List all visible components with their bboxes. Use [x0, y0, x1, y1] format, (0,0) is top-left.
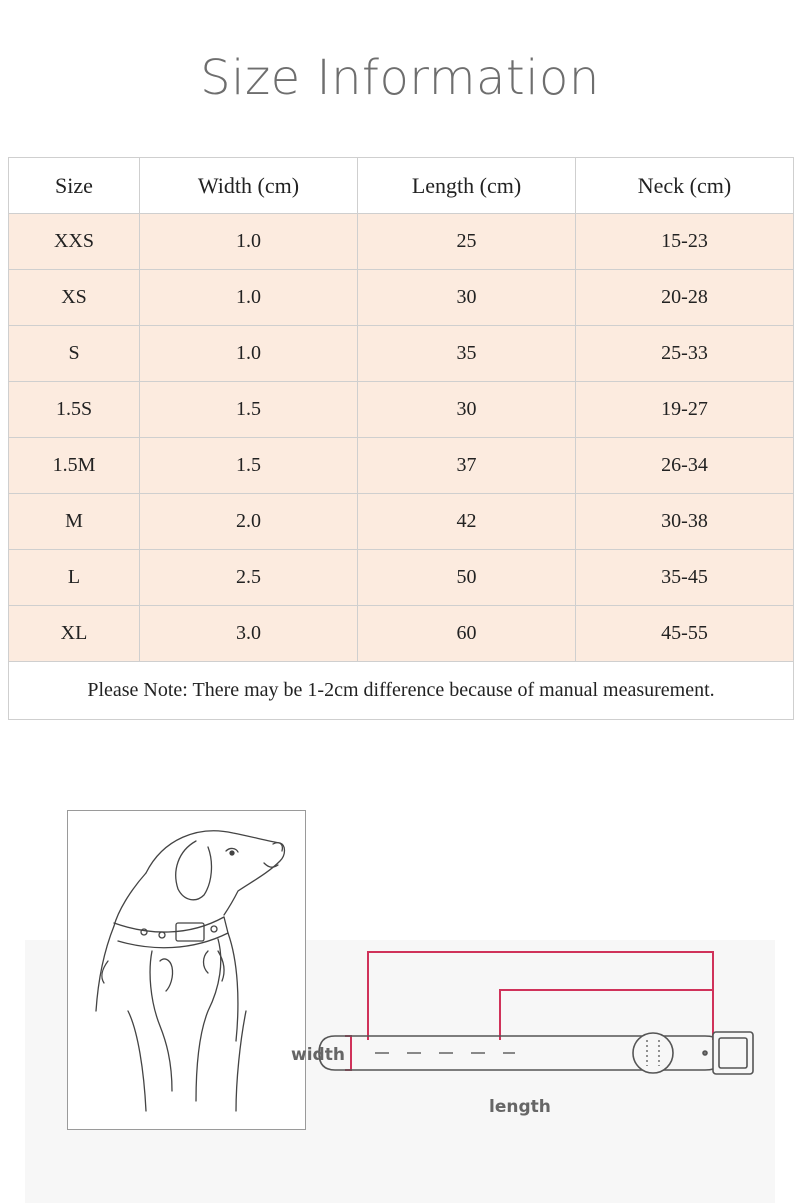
- cell-size: S: [9, 326, 140, 382]
- cell-neck: 26-34: [576, 438, 794, 494]
- header-width: Width (cm): [140, 158, 358, 214]
- cell-length: 42: [358, 494, 576, 550]
- cell-width: 1.0: [140, 270, 358, 326]
- cell-width: 1.5: [140, 382, 358, 438]
- table-header-row: [9, 158, 794, 214]
- cell-size: 1.5M: [9, 438, 140, 494]
- dog-illustration-frame: [67, 810, 306, 1130]
- cell-neck: 15-23: [576, 214, 794, 270]
- cell-size: M: [9, 494, 140, 550]
- cell-size: XXS: [9, 214, 140, 270]
- note-row: [9, 662, 794, 720]
- length-bracket-outer: [368, 952, 713, 1040]
- cell-neck: 19-27: [576, 382, 794, 438]
- cell-width: 2.0: [140, 494, 358, 550]
- cell-width: 1.0: [140, 326, 358, 382]
- cell-neck: 25-33: [576, 326, 794, 382]
- cell-length: 37: [358, 438, 576, 494]
- length-bracket-inner: [500, 990, 713, 1040]
- cell-length: 35: [358, 326, 576, 382]
- cell-neck: 35-45: [576, 550, 794, 606]
- cell-width: 1.5: [140, 438, 358, 494]
- cell-size: XS: [9, 270, 140, 326]
- cell-length: 25: [358, 214, 576, 270]
- cell-neck: 20-28: [576, 270, 794, 326]
- cell-size: L: [9, 550, 140, 606]
- cell-size: 1.5S: [9, 382, 140, 438]
- table-row: [9, 438, 794, 494]
- dog-collar-illustration: [68, 811, 305, 1129]
- collar-strap: [319, 1032, 753, 1074]
- cell-neck: 30-38: [576, 494, 794, 550]
- table-row: [9, 270, 794, 326]
- header-length: Length (cm): [358, 158, 576, 214]
- header-neck: Neck (cm): [576, 158, 794, 214]
- table-row: [9, 606, 794, 662]
- cell-width: 1.0: [140, 214, 358, 270]
- table-row: [9, 326, 794, 382]
- cell-neck: 45-55: [576, 606, 794, 662]
- cell-length: 50: [358, 550, 576, 606]
- cell-length: 30: [358, 382, 576, 438]
- table-row: [9, 550, 794, 606]
- page-title: Size Information: [200, 50, 600, 106]
- table-row: [9, 382, 794, 438]
- table-row: [9, 214, 794, 270]
- cell-length: 60: [358, 606, 576, 662]
- size-table: [8, 157, 794, 720]
- table-row: [9, 494, 794, 550]
- header-size: Size: [9, 158, 140, 214]
- cell-length: 30: [358, 270, 576, 326]
- width-label: width: [291, 1045, 345, 1065]
- cell-width: 3.0: [140, 606, 358, 662]
- length-label: length: [489, 1097, 551, 1117]
- measurement-note: Please Note: There may be 1-2cm difference because of manual measurement.: [9, 662, 794, 720]
- cell-size: XL: [9, 606, 140, 662]
- width-bracket: [345, 1036, 351, 1070]
- collar-measurement-diagram: [285, 940, 765, 1120]
- cell-width: 2.5: [140, 550, 358, 606]
